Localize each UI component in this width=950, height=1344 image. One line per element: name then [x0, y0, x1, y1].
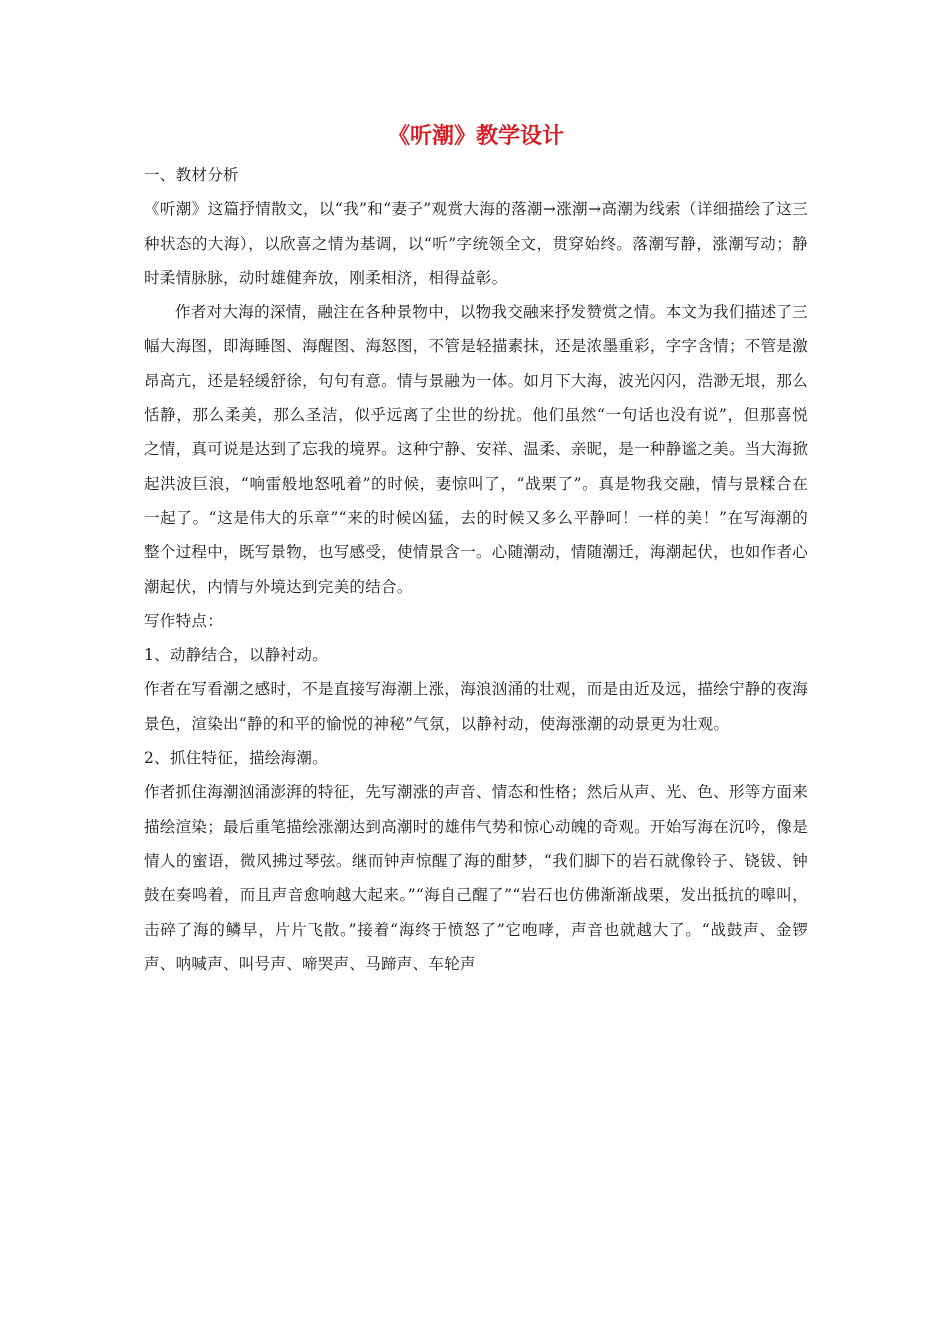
paragraph-intro: 《听潮》这篇抒情散文，以“我”和“妻子”观赏大海的落潮→涨潮→高潮为线索（详细描绘了这三种状态的大海），以欣喜之情为基调，以“听”字统领全文，贯穿始终。落潮写静，涨潮写动；静时柔情脉脉，动时雄健奔放，刚柔相济，相得益彰。 [144, 200, 808, 287]
feature-heading-1: 1、动静结合，以静衬动。 [144, 646, 328, 665]
section-heading-features: 写作特点： [144, 611, 224, 630]
paragraph-feature-2: 作者抓住海潮汹涌澎湃的特征，先写潮涨的声音、情态和性格；然后从声、光、色、形等方面来描绘渲染；最后重笔描绘涨潮达到高潮时的雄伟气势和惊心动魄的奇观。开始写海在沉吟，像是情人的蜜语，微风拂过琴弦。继而钟声惊醒了海的酣梦，“我们脚下的岩石就像铃子、铙钹、钟鼓在奏鸣着，而且声音愈响越大起来。”“海自己醒了”“岩石也仿佛渐渐战栗，发出抵抗的嗥叫，击碎了海的鳞早，片片飞散。”接着“海终于愤怒了”它咆哮，声音也就越大了。“战鼓声、金锣声、呐喊声、叫号声、啼哭声、马蹄声、车轮声 [144, 783, 808, 973]
section-heading-analysis: 一、教材分析 [144, 166, 239, 184]
paragraph-feature-1: 作者在写看潮之感时，不是直接写海潮上涨，海浪汹涌的壮观，而是由近及远，描绘宁静的夜海景色，渲染出“静的和平的愉悦的神秘”气氛，以静衬动，使海涨潮的动景更为壮观。 [144, 680, 808, 733]
feature-heading-2: 2、抓住特征，描绘海潮。 [144, 749, 328, 768]
paragraph-emotion: 作者对大海的深情，融注在各种景物中，以物我交融来抒发赞赏之情。本文为我们描述了三幅大海图，即海睡图、海醒图、海怒图，不管是轻描素抹，还是浓墨重彩，字字含情；不管是激昂高亢，还是轻缓舒徐，句句有意。情与景融为一体。如月下大海，波光闪闪，浩渺无垠，那么恬静，那么柔美，那么圣洁，似乎远离了尘世的纷扰。他们虽然“一句话也没有说”，但那喜悦之情，真可说是达到了忘我的境界。这种宁静、安祥、温柔、亲昵，是一种静谧之美。当大海掀起洪波巨浪，“响雷般地怒吼着”的时候，妻惊叫了，“战栗了”。真是物我交融，情与景糅合在一起了。“这是伟大的乐章”“来的时候凶猛，去的时候又多么平静呵！一样的美！”在写海潮的整个过程中，既写景物，也写感受，使情景含一。心随潮动，情随潮迁，海潮起伏，也如作者心潮起伏，内情与外境达到完美的结合。 [144, 303, 808, 596]
document-body [144, 120, 808, 981]
document-title: 《听潮》教学设计 [387, 124, 564, 149]
